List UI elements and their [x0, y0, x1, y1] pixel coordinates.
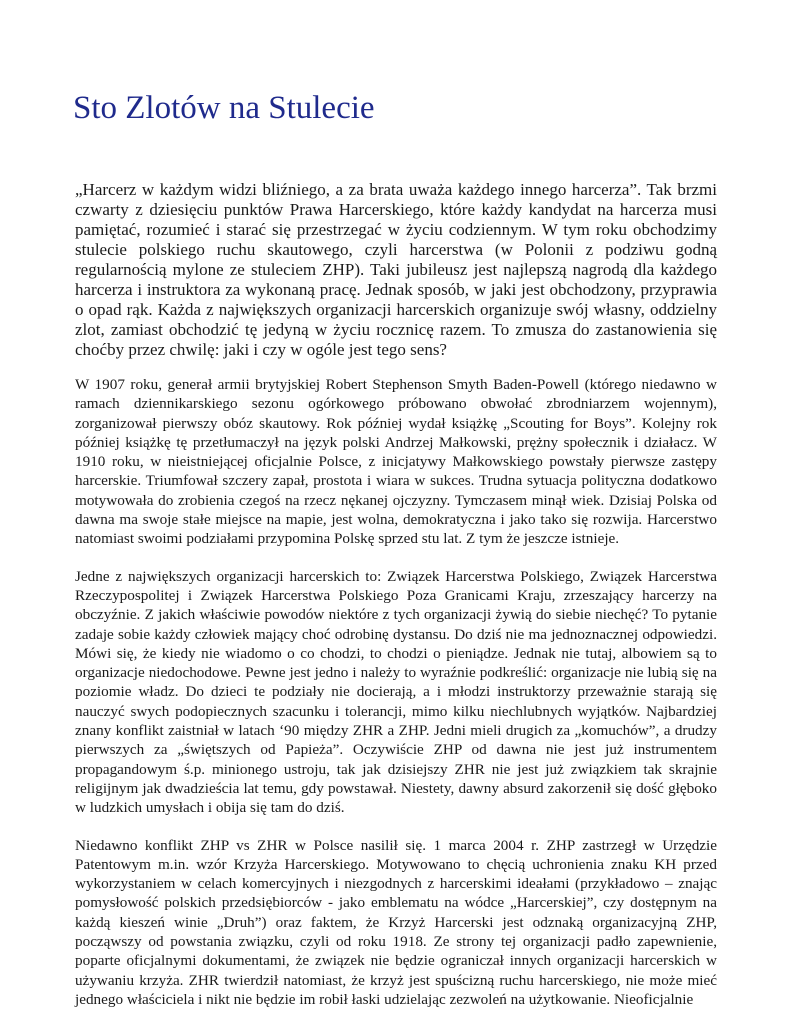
article-paragraph-1: „Harcerz w każdym widzi bliźniego, a za brata uważa każdego innego harcerza”. Tak brzmi czwarty z dziesięciu punktów Prawa Harcerskiego, które każdy kandydat na harcerza musi pamiętać, rozumieć i starać się przestrzegać w życiu codziennym. W tym roku obchodzimy stulecie polskiego ruchu skautowego, czyli harcerstwa (w Polonii z podziwu godną regularnością mylone ze stuleciem ZHP). Taki jubileusz jest najlepszą nagrodą dla każdego harcerza i instruktora za wykonaną pracę. Jednak sposób, w jaki jest obchodzony, przyprawia o opad rąk. Każda z największych organizacji harcerskich organizuje swój własny, oddzielny zlot, zamiast obchodzić tę jedyną w życiu rocznicę razem. To zmusza do zastanowienia się choćby przez chwilę: jaki i czy w ogóle jest tego sens? [75, 180, 717, 359]
article-body [75, 180, 717, 1027]
article-paragraph-2: W 1907 roku, generał armii brytyjskiej Robert Stephenson Smyth Baden-Powell (którego niedawno w ramach dziennikarskiego sezonu ogórkowego próbowano obwołać zbrodniarzem wojennym), zorganizował pierwszy obóz skautowy. Rok później wydał książkę „Scouting for Boys”. Kolejny rok później książkę tę przetłumaczył na język polski Andrzej Małkowski, prężny społecznik i działacz. W 1910 roku, w nieistniejącej oficjalnie Polsce, z inicjatywy Małkowskiego powstały pierwsze zastępy harcerskie. Triumfował szczery zapał, prostota i wiara w sukces. Trudna sytuacja polityczna dodatkowo motywowała do zrobienia czegoś na rzecz nękanej ojczyzny. Tymczasem minął wiek. Dzisiaj Polska od dawna ma swoje stałe miejsce na mapie, jest wolna, demokratyczna i jako tako się rozwija. Harcerstwo natomiast swoimi podziałami przypomina Polskę sprzed stu lat. Z tym że jeszcze istnieje. [75, 376, 717, 548]
article-title: Sto Zlotów na Stulecie [73, 90, 375, 126]
article-paragraph-3: Jedne z największych organizacji harcerskich to: Związek Harcerstwa Polskiego, Związek Harcerstwa Rzeczypospolitej i Związek Harcerstwa Polskiego Poza Granicami Kraju, zrzeszający harcerzy na obczyźnie. Z jakich właściwie powodów niektóre z tych organizacji żywią do siebie niechęć? To pytanie zadaje sobie każdy człowiek mający choć odrobinę dystansu. Do dziś nie ma jednoznacznej odpowiedzi. Mówi się, że kiedy nie wiadomo o co chodzi, to chodzi o pieniądze. Jednak nie tutaj, albowiem są to organizacje niedochodowe. Pewne jest jedno i należy to wyraźnie podkreślić: organizacje nie lubią się na poziomie władz. Do dzieci te podziały nie docierają, a i młodzi instruktorzy przeważnie starają się nauczyć swych podopiecznych szacunku i tolerancji, mimo kilku niechlubnych wyjątków. Najbardziej znany konflikt zaistniał w latach ‘90 między ZHR a ZHP. Jedni mieli drugich za „komuchów”, a drudzy pierwszych za „świętszych od Papieża”. Oczywiście ZHP od dawna nie jest już instrumentem propagandowym ś.p. minionego ustroju, tak jak dzisiejszy ZHR nie jest już związkiem tak skrajnie religijnym jak dwadzieścia lat temu, gdy powstawał. Niestety, dawny absurd zakorzenił się dość głęboko w ludzkich umysłach i obija się tam do dziś. [75, 567, 717, 817]
article-paragraph-4: Niedawno konflikt ZHP vs ZHR w Polsce nasilił się. 1 marca 2004 r. ZHP zastrzegł w Urzędzie Patentowym m.in. wzór Krzyża Harcerskiego. Motywowano to chęcią uchronienia znaku KH przed wykorzystaniem w celach komercyjnych i niezgodnych z harcerskimi ideałami (przykładowo – znając pomysłowość polskich przedsiębiorców - jako emblematu na wódce „Harcerskiej”, czy dostępnym na każdą kieszeń winie „Druh”) oraz faktem, że Krzyż Harcerski jest odznaką organizacyjną ZHP, począwszy od powstania związku, czyli od roku 1918. Ze strony tej organizacji padło zapewnienie, poparte oficjalnymi dokumentami, że związek nie będzie ograniczał innych organizacji harcerskich w używaniu krzyża. ZHR twierdził natomiast, że krzyż jest spuścizną ruchu harcerskiego, nie może mieć jednego właściciela i nikt nie będzie im robił łaski udzielając zezwoleń na użytkowanie. Nieoficjalnie [75, 836, 717, 1008]
